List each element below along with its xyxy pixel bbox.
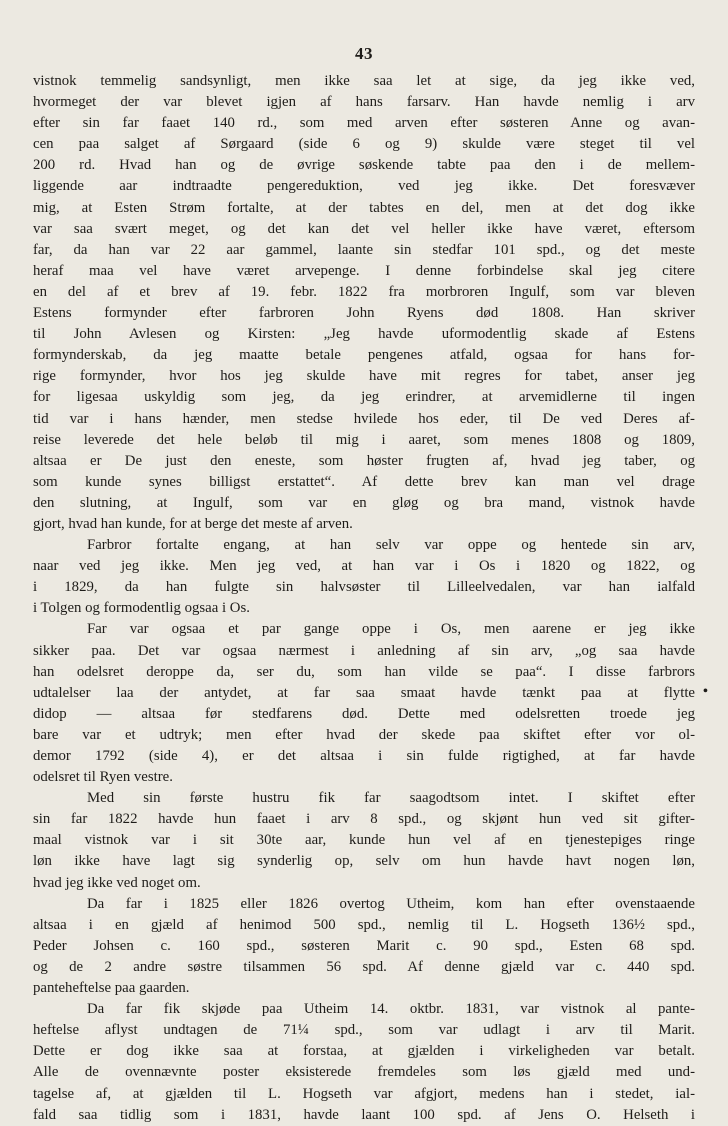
text-line: mig, at Esten Strøm fortalte, at der tabtes en del, men at det dog ikke <box>33 199 695 216</box>
text-line: altsaa i en gjæld af henimod 500 spd., nemlig til L. Hogseth 136½ spd., <box>33 916 695 933</box>
text-line: og de 2 andre søstre tilsammen 56 spd. Af denne gjæld var c. 440 spd. <box>33 958 695 975</box>
text-line: heraf maa vel have været arvepenge. I denne forbindelse skal jeg citere <box>33 262 695 279</box>
text-line: far, da han var 22 aar gammel, laante sin stedfar 101 spd., og det meste <box>33 241 695 258</box>
text-line: Dette er dog ikke saa at forstaa, at gjælden i virkeligheden var betalt. <box>33 1043 695 1060</box>
text-line: udtalelser laa der antydet, at far saa smaat havde tænkt paa at flytte <box>33 684 695 701</box>
text-line: i 1829, da han fulgte sin halvsøster til Lilleelvedalen, var han ialfald <box>33 579 695 596</box>
text-line: gjort, hvad han kunde, for at berge det meste af arven. <box>33 515 353 532</box>
text-line: til John Avlesen og Kirsten: „Jeg havde uformodentlig skade af Estens <box>33 326 695 343</box>
text-line: cen paa salget af Sørgaard (side 6 og 9) skulde være steget til vel <box>33 136 695 153</box>
text-line: sin far 1822 havde hun faaet i arv 8 spd., og skjønt hun ved sit gifter- <box>33 811 695 828</box>
paragraph <box>33 894 695 999</box>
margin-mark: • <box>703 684 708 699</box>
text-line: liggende aar indtraadte pengereduktion, ved jeg ikke. Det foresvæver <box>33 178 695 195</box>
text-line: efter sin far faaet 140 rd., som med arven efter søsteren Anne og avan- <box>33 115 695 132</box>
text-line: naar ved jeg ikke. Men jeg ved, at han var i Os i 1820 og 1822, og <box>33 558 695 575</box>
text-line: rige formynder, hvor hos jeg skulde have mit regres for tabet, anser jeg <box>33 368 695 385</box>
text-line: i Tolgen og formodentlig ogsaa i Os. <box>33 600 250 617</box>
text-line: vistnok temmelig sandsynligt, men ikke saa let at sige, da jeg ikke ved, <box>33 73 695 89</box>
text-line: panteheftelse paa gaarden. <box>33 980 190 997</box>
text-line: Estens formynder efter farbroren John Ryens død 1808. Han skriver <box>33 305 695 322</box>
text-line: den slutning, at Ingulf, som var en gløg og bra mand, vistnok havde <box>33 494 695 511</box>
text-line: han odelsret deroppe da, ser du, som han vilde se paa“. I disse farbrors <box>33 663 695 680</box>
text-line: demor 1792 (side 4), er det altsaa i sin fulde rigtighed, at far havde <box>33 748 695 764</box>
text-line: var saa svært meget, og det kan det vel heller ikke have været, eftersom <box>33 220 695 237</box>
text-line: fald saa tidlig som i 1831, havde laant 100 spd. af Jens O. Helseth i <box>33 1106 695 1123</box>
text-line: for ligesaa uskyldig som jeg, da jeg erindrer, at arvemidlerne til ingen <box>33 389 695 406</box>
text-line: Da far i 1825 eller 1826 overtog Utheim, kom han efter ovenstaaende <box>87 895 695 912</box>
text-line: maal vistnok var i sit 30te aar, kunde hun vel af en tjenestepiges ringe <box>33 832 695 849</box>
text-line: bare var et udtryk; men efter hvad der skede paa skiftet efter vor ol- <box>33 726 695 743</box>
text-line: 200 rd. Hvad han og de øvrige søskende tabte paa den i de mellem- <box>33 157 695 174</box>
text-line: løn ikke have lagt sig synderlig op, selv om hun havde havt nogen løn, <box>33 853 695 870</box>
text-line: tid var i hans hænder, men stedse hvilede hos eder, til De ved Deres af- <box>33 410 695 427</box>
text-line: hvormeget der var blevet igjen af hans farsarv. Han havde nemlig i arv <box>33 94 695 111</box>
text-line: reise leverede det hele beløb til mig i aaret, som menes 1808 og 1809, <box>33 431 695 448</box>
text-line: odelsret til Ryen vestre. <box>33 769 173 786</box>
text-line: Med sin første hustru fik far saagodtsom intet. I skiftet efter <box>87 790 695 807</box>
text-line: Alle de ovennævnte poster eksisterede fremdeles som løs gjæld med und- <box>33 1064 695 1081</box>
text-line: tagelse af, at gjælden til L. Hogseth var afgjort, medens han i stedet, ial- <box>33 1085 695 1102</box>
text-line: Far var ogsaa et par gange oppe i Os, men aarene er jeg ikke <box>87 621 695 638</box>
text-line: Peder Johsen c. 160 spd., søsteren Marit c. 90 spd., Esten 68 spd. <box>33 937 695 954</box>
paragraph <box>33 535 695 619</box>
paragraph <box>33 788 695 893</box>
text-line: hvad jeg ikke ved noget om. <box>33 874 201 891</box>
text-line: Da far fik skjøde paa Utheim 14. oktbr. 1831, var vistnok al pante- <box>87 1001 695 1018</box>
text-line: didop — altsaa før stedfarens død. Dette med odelsretten troede jeg <box>33 705 695 722</box>
text-line: som kunde synes billigst erstattet“. Af dette brev kan man vel drage <box>33 473 695 490</box>
text-line: sikker paa. Det var ogsaa nærmest i anledning af sin arv, „og saa havde <box>33 642 695 659</box>
text-line: formynderskab, da jeg maatte betale pengenes atfald, ogsaa for hans for- <box>33 347 695 364</box>
paragraph <box>33 619 695 788</box>
body-text <box>33 71 695 1126</box>
text-line: en del af et brev af 19. febr. 1822 fra morbroren Ingulf, som var bleven <box>33 283 695 300</box>
text-line: Farbror fortalte engang, at han selv var oppe og hentede sin arv, <box>87 537 695 554</box>
text-line: heftelse aflyst undtagen de 71¼ spd., som var udlagt i arv til Marit. <box>33 1022 695 1039</box>
paragraph <box>33 71 695 535</box>
paragraph <box>33 999 695 1126</box>
text-line: altsaa er De just den eneste, som høster frugten af, hvad jeg taber, og <box>33 452 695 469</box>
page-number: 43 <box>355 44 373 63</box>
